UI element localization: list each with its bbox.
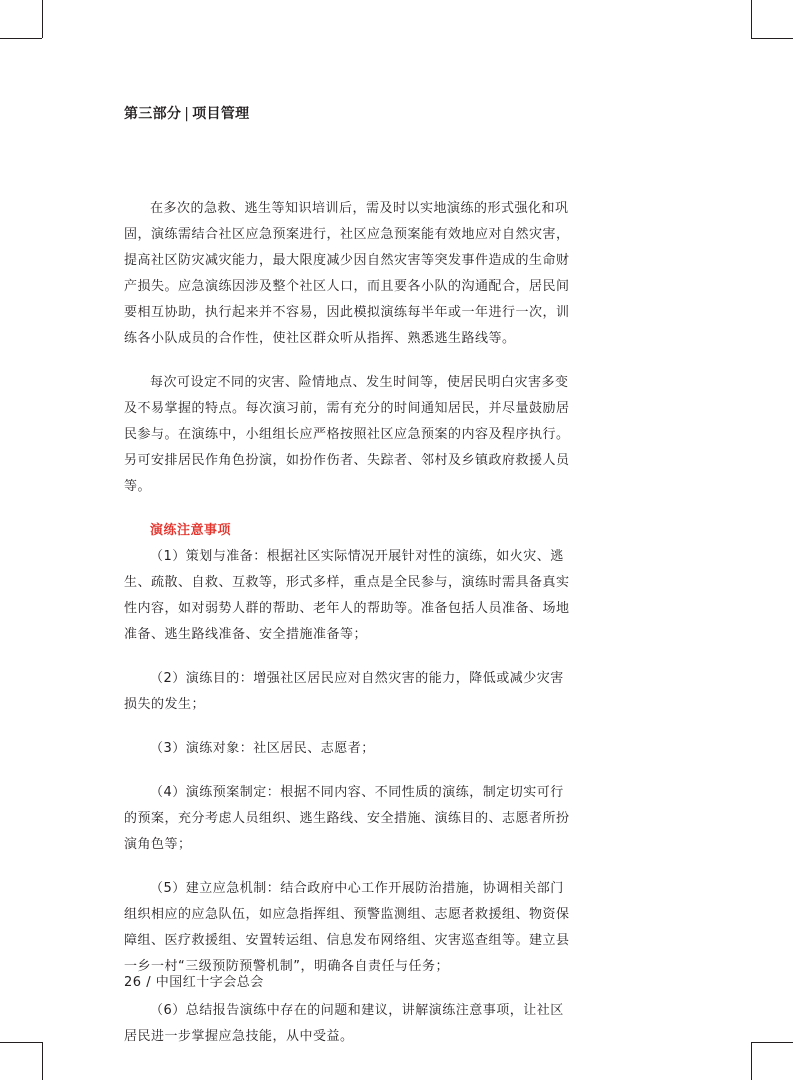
section-title: 项目管理	[192, 106, 250, 122]
section-separator: |	[184, 106, 190, 122]
footer-separator: /	[146, 975, 152, 990]
page-footer	[124, 972, 264, 994]
section-header	[124, 103, 249, 125]
crop-mark	[751, 0, 752, 38]
section-part: 第三部分	[124, 106, 182, 122]
crop-mark	[42, 1042, 43, 1080]
list-item: （2）演练目的：增强社区居民应对自然灾害的能力，降低或减少灾害损失的发生；	[124, 671, 564, 712]
body-paragraph: 在多次的急救、逃生等知识培训后，需及时以实地演练的形式强化和巩固，演练需结合社区应急预案进行，社区应急预案能有效地应对自然灾害，提高社区防灾减灾能力，最大限度减少因自然灾害等突发事件造成的生命财产损失。应急演练因涉及整个社区人口，而且要各小队的沟通配合，居民间要相互协助，执行起来并不容易，因此模拟演练每半年或一年进行一次，训练各小队成员的合作性，使社区群众听从指挥、熟悉逃生路线等。	[124, 201, 570, 346]
body-paragraph: 每次可设定不同的灾害、险情地点、发生时间等，使居民明白灾害多变及不易掌握的特点。每次演习前，需有充分的时间通知居民，并尽量鼓励居民参与。在演练中，小组组长应严格按照社区应急预案的内容及程序执行。另可安排居民作角色扮演，如扮作伤者、失踪者、邻村及乡镇政府救援人员等。	[124, 375, 570, 494]
list-item: （3）演练对象：社区居民、志愿者；	[150, 741, 375, 756]
crop-mark	[0, 38, 42, 39]
crop-mark	[751, 38, 793, 39]
list-item: （5）建立应急机制：结合政府中心工作开展防治措施，协调相关部门组织相应的应急队伍，如应急指挥组、预警监测组、志愿者救援组、物资保障组、医疗救援组、安置转运组、信息发布网络组、灾害巡查组等。建立县一乡一村“三级预防预警机制”，明确各自责任与任务；	[124, 881, 570, 974]
crop-mark	[42, 0, 43, 38]
crop-mark	[751, 1042, 752, 1080]
list-item: （4）演练预案制定：根据不同内容、不同性质的演练，制定切实可行的预案，充分考虑人员组织、逃生路线、安全措施、演练目的、志愿者所扮演角色等；	[124, 785, 570, 852]
crop-mark	[751, 1042, 793, 1043]
list-item: （1）策划与准备：根据社区实际情况开展针对性的演练，如火灾、逃生、疏散、自救、互救等，形式多样，重点是全民参与，演练时需具备真实性内容，如对弱势人群的帮助、老年人的帮助等。准备包括人员准备、场地准备、逃生路线准备、安全措施准备等；	[124, 549, 570, 642]
subheading: 演练注意事项	[150, 523, 232, 538]
list-item: （6）总结报告演练中存在的问题和建议，讲解演练注意事项，让社区居民进一步掌握应急技能，从中受益。	[124, 1003, 564, 1044]
crop-mark	[0, 1042, 42, 1043]
publisher-name: 中国红十字会总会	[155, 975, 264, 990]
page-body	[124, 196, 572, 1050]
page-number: 26	[124, 975, 142, 990]
